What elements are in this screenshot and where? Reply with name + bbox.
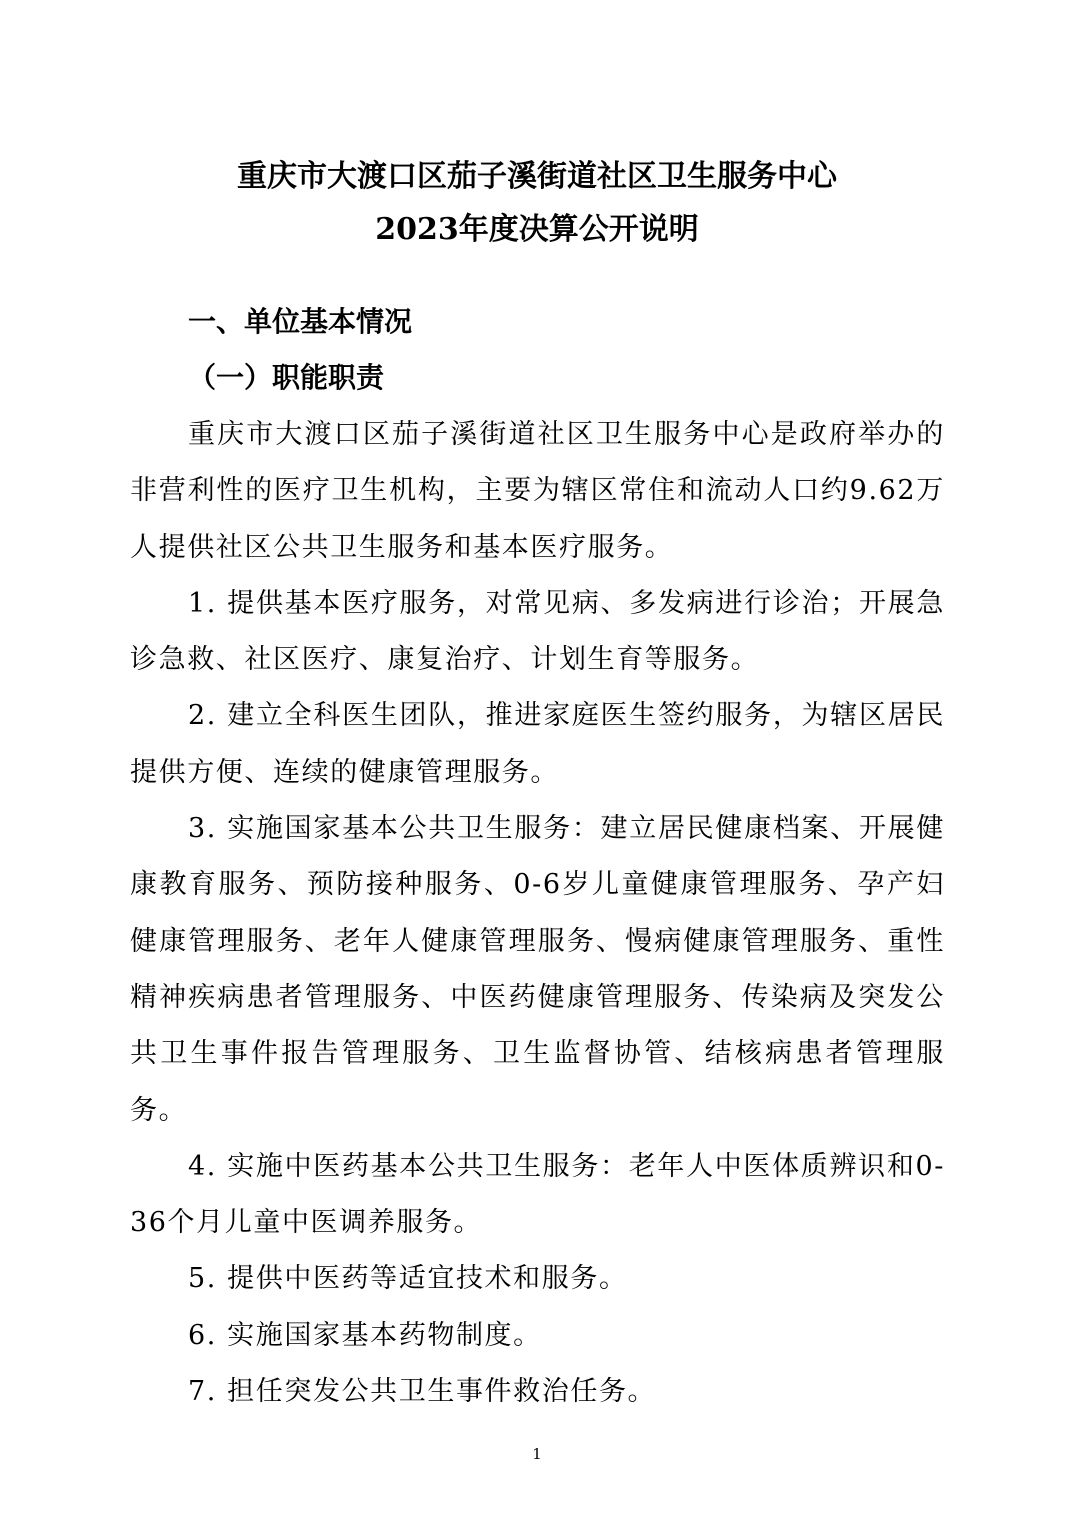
- paragraph-item-2: 2. 建立全科医生团队，推进家庭医生签约服务，为辖区居民提供方便、连续的健康管理服务。: [130, 700, 945, 788]
- document-title-line-2: 2023年度决算公开说明: [375, 212, 699, 247]
- page-number: 1: [532, 1445, 542, 1464]
- section-heading: 一、单位基本情况: [188, 305, 413, 338]
- paragraph-item-6: 6. 实施国家基本药物制度。: [188, 1319, 542, 1351]
- body-text: [130, 407, 945, 1420]
- paragraph-intro: 重庆市大渡口区茄子溪街道社区卫生服务中心是政府举办的非营利性的医疗卫生机构，主要为辖区常住和流动人口约9.62万人提供社区公共卫生服务和基本医疗服务。: [130, 419, 945, 563]
- paragraph-item-4: 4. 实施中医药基本公共卫生服务：老年人中医体质辨识和0-36个月儿童中医调养服务。: [130, 1150, 945, 1239]
- paragraph-item-3: 3. 实施国家基本公共卫生服务：建立居民健康档案、开展健康教育服务、预防接种服务、0-6岁儿童健康管理服务、孕产妇健康管理服务、老年人健康管理服务、慢病健康管理服务、重性精神疾病患者管理服务、中医药健康管理服务、传染病及突发公共卫生事件报告管理服务、卫生监督协管、结核病患者管理服务。: [130, 813, 945, 1126]
- subsection-heading: （一）职能职责: [188, 361, 385, 394]
- document-title-line-1: 重庆市大渡口区茄子溪街道社区卫生服务中心: [237, 159, 837, 194]
- paragraph-item-7: 7. 担任突发公共卫生事件救治任务。: [188, 1376, 657, 1408]
- paragraph-item-5: 5. 提供中医药等适宜技术和服务。: [188, 1263, 628, 1295]
- paragraph-item-1: 1. 提供基本医疗服务，对常见病、多发病进行诊治；开展急诊急救、社区医疗、康复治疗、计划生育等服务。: [130, 587, 945, 676]
